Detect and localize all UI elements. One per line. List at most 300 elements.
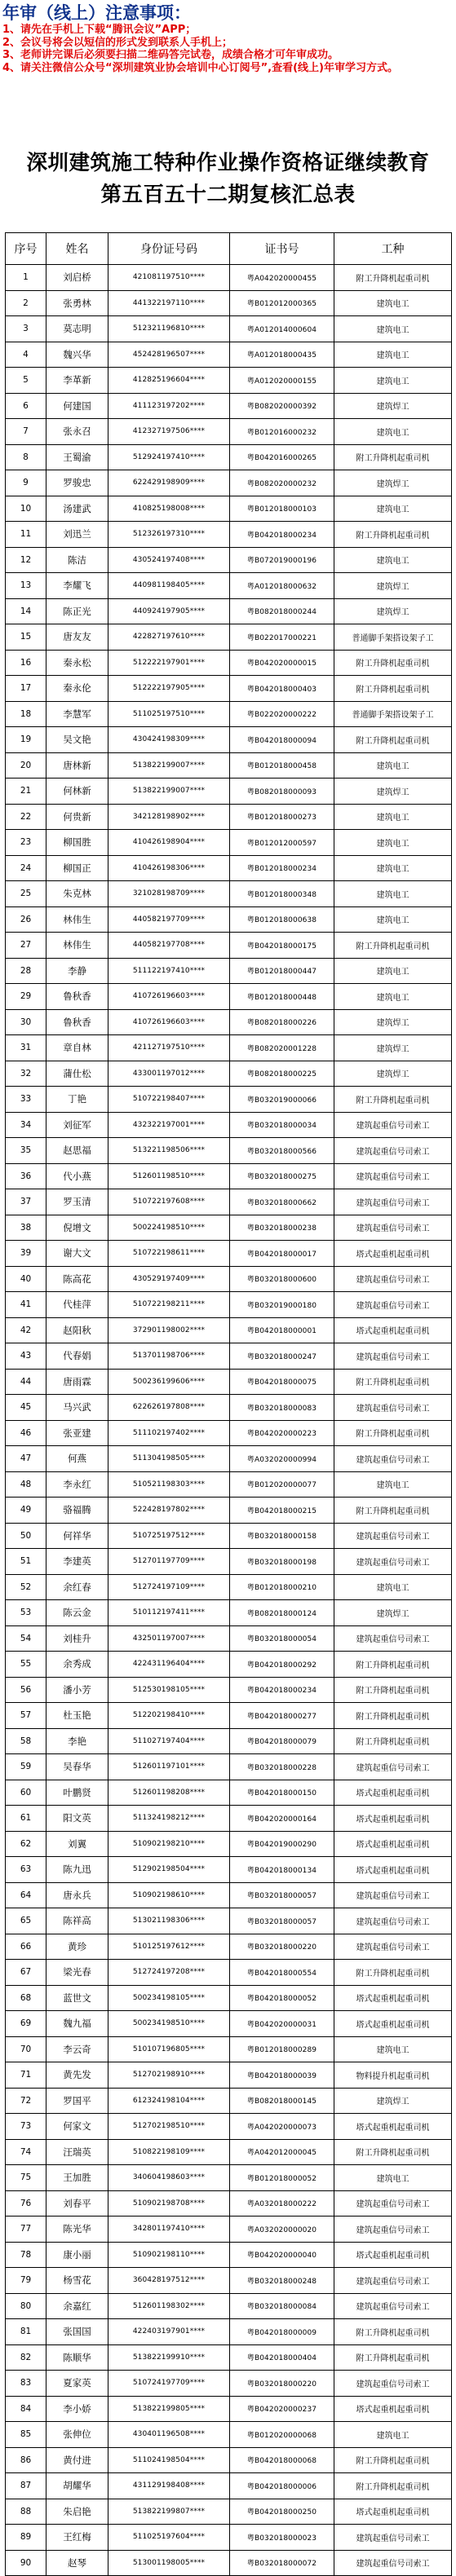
cell-certificate-number: 粤B082018000124 — [230, 1600, 334, 1626]
cell-name: 赵思福 — [46, 1138, 108, 1164]
table-row — [6, 1189, 452, 1215]
table-row — [6, 1652, 452, 1678]
cell-certificate-number: 粤A012020000155 — [230, 368, 334, 394]
cell-index: 72 — [6, 2088, 46, 2114]
cell-index: 31 — [6, 1035, 46, 1061]
cell-job-type: 塔式起重机起重司机 — [334, 2242, 452, 2268]
cell-id-number: 512321196810**** — [108, 316, 230, 342]
cell-certificate-number: 粤B042018000039 — [230, 2062, 334, 2089]
cell-id-number: 422431196404**** — [108, 1652, 230, 1678]
cell-certificate-number: 粤B042018000404 — [230, 2344, 334, 2371]
cell-name: 章自林 — [46, 1035, 108, 1061]
cell-job-type: 附工升降机起重司机 — [334, 2473, 452, 2499]
cell-index: 14 — [6, 598, 46, 624]
cell-job-type: 附工升降机起重司机 — [334, 933, 452, 959]
cell-job-type: 建筑电工 — [334, 984, 452, 1010]
cell-name: 代春娟 — [46, 1343, 108, 1370]
cell-index: 25 — [6, 881, 46, 907]
cell-job-type: 建筑起重信号司索工 — [334, 1112, 452, 1138]
cell-id-number: 512601198302**** — [108, 2293, 230, 2319]
cell-index: 55 — [6, 1652, 46, 1678]
cell-id-number: 512222197905**** — [108, 676, 230, 702]
cell-certificate-number: 粤B032018000034 — [230, 1112, 334, 1138]
cell-index: 39 — [6, 1241, 46, 1267]
cell-name: 黄珍 — [46, 1934, 108, 1960]
cell-certificate-number: 粤B042018000006 — [230, 2473, 334, 2499]
cell-index: 58 — [6, 1728, 46, 1754]
cell-index: 10 — [6, 496, 46, 522]
cell-id-number: 512601198208**** — [108, 1780, 230, 1806]
cell-index: 16 — [6, 650, 46, 676]
cell-job-type: 建筑焊工 — [334, 470, 452, 496]
cell-index: 27 — [6, 933, 46, 959]
cell-id-number: 513822199007**** — [108, 779, 230, 805]
cell-job-type: 建筑电工 — [334, 830, 452, 856]
cell-id-number: 452428196507**** — [108, 342, 230, 368]
cell-id-number: 522428197802**** — [108, 1498, 230, 1524]
cell-index: 30 — [6, 1009, 46, 1035]
cell-job-type: 建筑起重信号司索工 — [334, 1523, 452, 1549]
table-row — [6, 2447, 452, 2473]
table-row — [6, 2473, 452, 2499]
cell-job-type: 建筑电工 — [334, 906, 452, 933]
table-row — [6, 1934, 452, 1960]
cell-id-number: 500234198510**** — [108, 2011, 230, 2037]
table-row — [6, 1087, 452, 1113]
cell-id-number: 440582197709**** — [108, 906, 230, 933]
cell-index: 9 — [6, 470, 46, 496]
cell-id-number: 411123197202**** — [108, 393, 230, 419]
cell-job-type: 附工升降机起重司机 — [334, 727, 452, 753]
cell-id-number: 340604198603**** — [108, 2165, 230, 2191]
table-row — [6, 2422, 452, 2448]
cell-index: 62 — [6, 1831, 46, 1857]
cell-id-number: 512222197901**** — [108, 650, 230, 676]
cell-job-type: 建筑起重信号司索工 — [334, 1163, 452, 1189]
table-row — [6, 855, 452, 881]
cell-name: 何林新 — [46, 779, 108, 805]
cell-index: 59 — [6, 1754, 46, 1780]
cell-job-type: 塔式起重机起重司机 — [334, 1241, 452, 1267]
cell-certificate-number: 粤B072019000196 — [230, 547, 334, 573]
cell-id-number: 422403197901**** — [108, 2319, 230, 2345]
table-row — [6, 1857, 452, 1883]
cell-id-number: 513001198005**** — [108, 2550, 230, 2576]
cell-name: 柳国正 — [46, 855, 108, 881]
cell-certificate-number: 粤B042018000001 — [230, 1317, 334, 1343]
cell-certificate-number: 粤B032018000228 — [230, 1754, 334, 1780]
cell-index: 19 — [6, 727, 46, 753]
cell-job-type: 建筑起重信号司索工 — [334, 1882, 452, 1908]
cell-job-type: 附工升降机起重司机 — [334, 444, 452, 470]
cell-index: 70 — [6, 2036, 46, 2062]
cell-certificate-number: 粤B042018000052 — [230, 1985, 334, 2011]
cell-id-number: 440981198405**** — [108, 573, 230, 599]
cell-job-type: 塔式起重机起重司机 — [334, 2499, 452, 2525]
cell-name: 李建英 — [46, 1549, 108, 1575]
cell-job-type: 塔式起重机起重司机 — [334, 1806, 452, 1832]
cell-certificate-number: 粤B042018000134 — [230, 1857, 334, 1883]
cell-certificate-number: 粤B042020000031 — [230, 2011, 334, 2037]
table-row — [6, 1471, 452, 1498]
cell-certificate-number: 粤B082018000225 — [230, 1061, 334, 1087]
table-row — [6, 1420, 452, 1446]
table-row — [6, 1960, 452, 1986]
cell-index: 51 — [6, 1549, 46, 1575]
cell-name: 倪增文 — [46, 1215, 108, 1241]
cell-job-type: 塔式起重机起重司机 — [334, 1317, 452, 1343]
table-row — [6, 1625, 452, 1652]
cell-job-type: 建筑起重信号司索工 — [334, 1215, 452, 1241]
cell-name: 刘春平 — [46, 2190, 108, 2217]
cell-certificate-number: 粤B042020000164 — [230, 1806, 334, 1832]
table-row — [6, 1806, 452, 1832]
cell-name: 唐友友 — [46, 624, 108, 651]
cell-certificate-number: 粤B032018000566 — [230, 1138, 334, 1164]
cell-index: 68 — [6, 1985, 46, 2011]
cell-name: 鲁秋香 — [46, 984, 108, 1010]
notice-line-3: 3、老师讲完课后必须要扫描二维码答完试卷，成绩合格才可年审成功。 — [2, 49, 339, 61]
cell-name: 丁艳 — [46, 1087, 108, 1113]
cell-certificate-number: 粤B012018000448 — [230, 984, 334, 1010]
cell-name: 刘桂升 — [46, 1625, 108, 1652]
cell-certificate-number: 粤A032018000222 — [230, 2190, 334, 2217]
cell-certificate-number: 粤B012018000273 — [230, 804, 334, 830]
header-name: 姓名 — [46, 233, 108, 265]
cell-index: 64 — [6, 1882, 46, 1908]
cell-certificate-number: 粤B082018000145 — [230, 2088, 334, 2114]
cell-certificate-number: 粤B042016000265 — [230, 444, 334, 470]
cell-certificate-number: 粤A042012000045 — [230, 2139, 334, 2165]
cell-index: 66 — [6, 1934, 46, 1960]
cell-job-type: 建筑焊工 — [334, 779, 452, 805]
cell-job-type: 建筑电工 — [334, 2165, 452, 2191]
cell-name: 赵琴 — [46, 2550, 108, 2576]
cell-certificate-number: 粤B012016000232 — [230, 419, 334, 445]
cell-id-number: 430401196508**** — [108, 2422, 230, 2448]
cell-id-number: 360428197512**** — [108, 2268, 230, 2294]
cell-id-number: 512601197101**** — [108, 1754, 230, 1780]
cell-id-number: 512601198510**** — [108, 1163, 230, 1189]
cell-name: 胡耀华 — [46, 2473, 108, 2499]
cell-name: 唐永兵 — [46, 1882, 108, 1908]
cell-name: 李慧军 — [46, 701, 108, 727]
cell-id-number: 510822198109**** — [108, 2139, 230, 2165]
cell-id-number: 372901198002**** — [108, 1317, 230, 1343]
cell-id-number: 512702198910**** — [108, 2062, 230, 2089]
cell-name: 王红梅 — [46, 2525, 108, 2551]
table-row — [6, 2344, 452, 2371]
cell-id-number: 422827197610**** — [108, 624, 230, 651]
cell-certificate-number: 粤B082018000244 — [230, 598, 334, 624]
table-row — [6, 2550, 452, 2576]
cell-index: 48 — [6, 1471, 46, 1498]
cell-index: 13 — [6, 573, 46, 599]
table-row — [6, 573, 452, 599]
cell-job-type: 建筑起重信号司索工 — [334, 1754, 452, 1780]
cell-id-number: 511025197604**** — [108, 2525, 230, 2551]
cell-index: 83 — [6, 2371, 46, 2397]
cell-index: 23 — [6, 830, 46, 856]
cell-index: 84 — [6, 2396, 46, 2422]
cell-id-number: 513701198706**** — [108, 1343, 230, 1370]
cell-certificate-number: 粤B012020000077 — [230, 1471, 334, 1498]
cell-name: 梁光春 — [46, 1960, 108, 1986]
cell-index: 81 — [6, 2319, 46, 2345]
cell-job-type: 建筑电工 — [334, 368, 452, 394]
cell-job-type: 建筑电工 — [334, 342, 452, 368]
cell-index: 3 — [6, 316, 46, 342]
table-row — [6, 1343, 452, 1370]
cell-certificate-number: 粤B042018000075 — [230, 1369, 334, 1395]
cell-id-number: 510722197608**** — [108, 1189, 230, 1215]
cell-job-type: 塔式起重机起重司机 — [334, 1780, 452, 1806]
table-row — [6, 368, 452, 394]
cell-index: 56 — [6, 1677, 46, 1703]
table-header-row — [6, 233, 452, 265]
table-row — [6, 2036, 452, 2062]
cell-name: 李耀飞 — [46, 573, 108, 599]
cell-job-type: 建筑焊工 — [334, 1600, 452, 1626]
cell-id-number: 342801197410**** — [108, 2217, 230, 2243]
cell-job-type: 附工升降机起重司机 — [334, 2319, 452, 2345]
cell-certificate-number: 粤B012018000458 — [230, 752, 334, 779]
cell-name: 朱克林 — [46, 881, 108, 907]
cell-id-number: 513822199910**** — [108, 2344, 230, 2371]
table-row — [6, 752, 452, 779]
cell-name: 陈顺华 — [46, 2344, 108, 2371]
table-row — [6, 1138, 452, 1164]
cell-certificate-number: 粤B012012000597 — [230, 830, 334, 856]
notice-line-4: 4、请关注微信公众号“深圳建筑业协会培训中心订阅号”,查看(线上)年审学习方式。 — [2, 61, 398, 74]
table-row — [6, 2062, 452, 2089]
cell-certificate-number: 粤B022017000221 — [230, 624, 334, 651]
cell-certificate-number: 粤B032018000057 — [230, 1908, 334, 1934]
table-row — [6, 2525, 452, 2551]
header-job-type: 工种 — [334, 233, 452, 265]
cell-name: 汪瑞英 — [46, 2139, 108, 2165]
cell-name: 代桂萍 — [46, 1292, 108, 1318]
cell-job-type: 附工升降机起重司机 — [334, 1960, 452, 1986]
cell-job-type: 普通脚手架搭设架子工 — [334, 624, 452, 651]
cell-index: 89 — [6, 2525, 46, 2551]
cell-job-type: 建筑起重信号司索工 — [334, 1446, 452, 1472]
table-row — [6, 933, 452, 959]
cell-id-number: 510722198407**** — [108, 1087, 230, 1113]
cell-name: 朱启艳 — [46, 2499, 108, 2525]
cell-job-type: 建筑电工 — [334, 1471, 452, 1498]
cell-name: 陈光华 — [46, 2217, 108, 2243]
cell-index: 15 — [6, 624, 46, 651]
cell-index: 8 — [6, 444, 46, 470]
cell-certificate-number: 粤B042020000015 — [230, 650, 334, 676]
cell-index: 50 — [6, 1523, 46, 1549]
cell-job-type: 建筑焊工 — [334, 598, 452, 624]
cell-job-type: 建筑电工 — [334, 496, 452, 522]
cell-job-type: 建筑电工 — [334, 316, 452, 342]
cell-index: 44 — [6, 1369, 46, 1395]
table-row — [6, 2319, 452, 2345]
cell-job-type: 建筑起重信号司索工 — [334, 1138, 452, 1164]
table-row — [6, 624, 452, 651]
cell-id-number: 412825196604**** — [108, 368, 230, 394]
cell-job-type: 建筑起重信号司索工 — [334, 2525, 452, 2551]
table-row — [6, 881, 452, 907]
cell-index: 43 — [6, 1343, 46, 1370]
summary-table — [5, 232, 452, 2576]
cell-name: 唐林新 — [46, 752, 108, 779]
cell-index: 21 — [6, 779, 46, 805]
cell-name: 何建国 — [46, 393, 108, 419]
cell-id-number: 500224198510**** — [108, 1215, 230, 1241]
cell-job-type: 建筑起重信号司索工 — [334, 2550, 452, 2576]
cell-name: 何燕 — [46, 1446, 108, 1472]
cell-name: 刘征军 — [46, 1112, 108, 1138]
cell-certificate-number: 粤B012018000103 — [230, 496, 334, 522]
cell-name: 魏兴华 — [46, 342, 108, 368]
cell-name: 柳国胜 — [46, 830, 108, 856]
cell-certificate-number: 粤B042018000009 — [230, 2319, 334, 2345]
cell-job-type: 建筑焊工 — [334, 573, 452, 599]
table-row — [6, 316, 452, 342]
cell-id-number: 513822199007**** — [108, 752, 230, 779]
cell-name: 王加胜 — [46, 2165, 108, 2191]
cell-certificate-number: 粤B042018000234 — [230, 1677, 334, 1703]
cell-index: 12 — [6, 547, 46, 573]
cell-index: 73 — [6, 2114, 46, 2140]
cell-id-number: 510902198610**** — [108, 1882, 230, 1908]
table-row — [6, 779, 452, 805]
cell-index: 52 — [6, 1574, 46, 1600]
cell-certificate-number: 粤A012018000632 — [230, 573, 334, 599]
cell-job-type: 塔式起重机起重司机 — [334, 1831, 452, 1857]
cell-id-number: 510125197612**** — [108, 1934, 230, 1960]
page-title-line-2: 第五百五十二期复核汇总表 — [100, 183, 356, 207]
cell-index: 80 — [6, 2293, 46, 2319]
cell-job-type: 附工升降机起重司机 — [334, 1087, 452, 1113]
cell-id-number: 512924197410**** — [108, 444, 230, 470]
cell-job-type: 塔式起重机起重司机 — [334, 1985, 452, 2011]
cell-id-number: 432501197007**** — [108, 1625, 230, 1652]
cell-name: 魏九福 — [46, 2011, 108, 2037]
cell-id-number: 410426198306**** — [108, 855, 230, 881]
cell-id-number: 510722198611**** — [108, 1241, 230, 1267]
cell-name: 李革新 — [46, 368, 108, 394]
cell-id-number: 511025197510**** — [108, 701, 230, 727]
cell-certificate-number: 粤B032018000054 — [230, 1625, 334, 1652]
cell-certificate-number: 粤B082020001228 — [230, 1035, 334, 1061]
cell-index: 37 — [6, 1189, 46, 1215]
cell-name: 何家文 — [46, 2114, 108, 2140]
cell-name: 罗玉清 — [46, 1189, 108, 1215]
table-row — [6, 1446, 452, 1472]
cell-job-type: 附工升降机起重司机 — [334, 1677, 452, 1703]
cell-id-number: 512202198410**** — [108, 1703, 230, 1729]
cell-name: 秦永松 — [46, 650, 108, 676]
table-row — [6, 265, 452, 291]
table-row — [6, 547, 452, 573]
cell-certificate-number: 粤B032018000600 — [230, 1266, 334, 1292]
cell-id-number: 510112197411**** — [108, 1600, 230, 1626]
table-row — [6, 2217, 452, 2243]
cell-name: 谢大文 — [46, 1241, 108, 1267]
table-row — [6, 1061, 452, 1087]
cell-name: 叶鹏贤 — [46, 1780, 108, 1806]
cell-id-number: 430529197409**** — [108, 1266, 230, 1292]
cell-job-type: 建筑起重信号司索工 — [334, 1343, 452, 1370]
cell-id-number: 430524197408**** — [108, 547, 230, 573]
table-row — [6, 1754, 452, 1780]
cell-id-number: 512902198504**** — [108, 1857, 230, 1883]
cell-job-type: 建筑起重信号司索工 — [334, 1549, 452, 1575]
cell-index: 67 — [6, 1960, 46, 1986]
cell-certificate-number: 粤B012018000289 — [230, 2036, 334, 2062]
cell-id-number: 511024198504**** — [108, 2447, 230, 2473]
cell-name: 刘迅兰 — [46, 522, 108, 548]
cell-job-type: 附工升降机起重司机 — [334, 1369, 452, 1395]
cell-id-number: 421081197510**** — [108, 265, 230, 291]
cell-name: 杜玉艳 — [46, 1703, 108, 1729]
table-row — [6, 1009, 452, 1035]
cell-id-number: 510902198110**** — [108, 2242, 230, 2268]
cell-job-type: 建筑电工 — [334, 2036, 452, 2062]
cell-certificate-number: 粤A042020000455 — [230, 265, 334, 291]
table-row — [6, 496, 452, 522]
cell-certificate-number: 粤B012018000234 — [230, 855, 334, 881]
cell-index: 77 — [6, 2217, 46, 2243]
cell-certificate-number: 粤B012018000210 — [230, 1574, 334, 1600]
cell-job-type: 附工升降机起重司机 — [334, 676, 452, 702]
table-row — [6, 1395, 452, 1421]
table-row — [6, 2139, 452, 2165]
cell-job-type: 附工升降机起重司机 — [334, 1728, 452, 1754]
cell-index: 76 — [6, 2190, 46, 2217]
page-title-line-1: 深圳建筑施工特种作业操作资格证继续教育 — [26, 151, 430, 175]
table-row — [6, 2114, 452, 2140]
cell-certificate-number: 粤B032018000158 — [230, 1523, 334, 1549]
cell-id-number: 500236199606**** — [108, 1369, 230, 1395]
table-row — [6, 984, 452, 1010]
cell-job-type: 建筑起重信号司索工 — [334, 2190, 452, 2217]
cell-certificate-number: 粤B012018000052 — [230, 2165, 334, 2191]
cell-id-number: 510521198303**** — [108, 1471, 230, 1498]
table-row — [6, 1549, 452, 1575]
cell-index: 71 — [6, 2062, 46, 2089]
cell-certificate-number: 粤B042018000292 — [230, 1652, 334, 1678]
cell-index: 20 — [6, 752, 46, 779]
table-row — [6, 1728, 452, 1754]
cell-name: 李永红 — [46, 1471, 108, 1498]
table-row — [6, 727, 452, 753]
cell-name: 马兴武 — [46, 1395, 108, 1421]
cell-id-number: 321028198709**** — [108, 881, 230, 907]
cell-job-type: 建筑起重信号司索工 — [334, 1934, 452, 1960]
cell-index: 75 — [6, 2165, 46, 2191]
notice-title: 年审（线上）注意事项： — [2, 3, 191, 23]
cell-certificate-number: 粤A032020000020 — [230, 2217, 334, 2243]
cell-name: 林伟生 — [46, 906, 108, 933]
cell-id-number: 511122197410**** — [108, 958, 230, 984]
cell-index: 79 — [6, 2268, 46, 2294]
notice-line-2: 2、会议号将会以短信的形式发到联系人手机上； — [2, 36, 233, 49]
cell-certificate-number: 粤B042018000250 — [230, 2499, 334, 2525]
cell-name: 刘翼 — [46, 1831, 108, 1857]
cell-job-type: 建筑起重信号司索工 — [334, 1625, 452, 1652]
cell-certificate-number: 粤A032020000994 — [230, 1446, 334, 1472]
table-row — [6, 1780, 452, 1806]
cell-index: 53 — [6, 1600, 46, 1626]
cell-name: 张勇林 — [46, 290, 108, 316]
